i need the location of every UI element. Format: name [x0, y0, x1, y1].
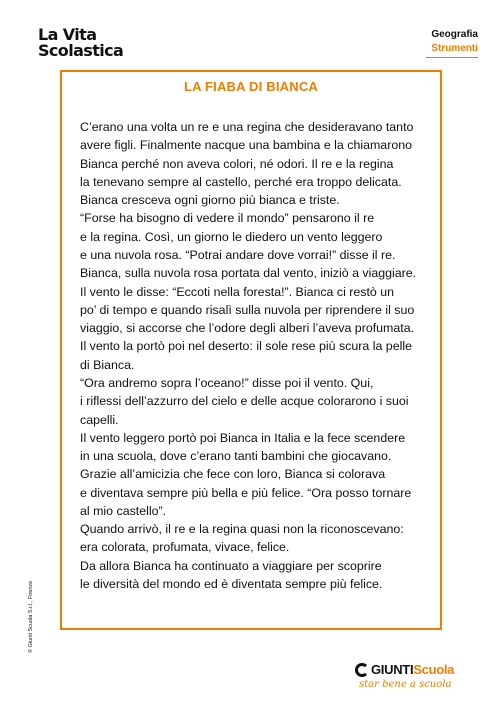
story-title: LA FIABA DI BIANCA: [183, 79, 319, 94]
category-block: [431, 28, 478, 56]
story-line: C’erano una volta un re e una regina che desideravano tanto: [80, 120, 414, 134]
story-line: avere figli. Finalmente nacque una bambina e la chiamarono: [80, 138, 412, 153]
story-line: era colorata, profumata, vivace, felice.: [80, 540, 290, 555]
story-line: in una scuola, dove c’erano tanti bambini che giocavano.: [80, 449, 392, 464]
story-line: “Forse ha bisogno di vedere il mondo” pensarono il re: [80, 211, 375, 226]
brand-tagline: star bene a scuola: [359, 679, 452, 690]
copyright-notice: © Giunti Scuola S.r.l., Firenze: [28, 580, 34, 653]
story-line: Bianca perché non aveva colori, né odori. Il re e la regina: [80, 156, 394, 171]
magazine-logo: [38, 27, 123, 59]
story-line: e la regina. Così, un giorno le diedero un vento leggero: [80, 229, 383, 244]
story-line: e diventava sempre più bella e più felice. “Ora posso tornare: [80, 485, 412, 500]
category-divider: [426, 57, 478, 58]
logo-line-2: Scolastica: [38, 41, 124, 60]
brand-name-part2: Scuola: [413, 662, 455, 677]
brand-name-part1: GIUNTI: [371, 662, 414, 677]
story-line: le diversità del mondo ed è diventata sempre più felice.: [80, 577, 383, 592]
story-line: po’ di tempo e quando risalì sulla nuvola per riprendere il suo: [80, 302, 415, 317]
story-line: Bianca, sulla nuvola rosa portata dal vento, iniziò a viaggiare.: [80, 266, 417, 281]
story-line: al mio castello”.: [80, 503, 167, 518]
giunti-g-icon: [355, 663, 369, 677]
story-line: Grazie all’amicizia che fece con loro, Bianca si colorava: [80, 467, 386, 482]
story-line: i riflessi dell’azzurro del cielo e delle acque colorarono i suoi: [80, 394, 409, 409]
logo-line-1: La Vita: [38, 25, 97, 44]
subject-label: Geografia: [431, 29, 478, 40]
story-text: [80, 118, 440, 593]
story-line: e una nuvola rosa. “Potrai andare dove vorrai!” disse il re.: [80, 247, 396, 262]
story-line: Il vento la portò poi nel deserto: il sole rese più scura la pelle: [80, 339, 412, 354]
story-line: Quando arrivò, il re e la regina quasi non la riconoscevano:: [80, 522, 404, 537]
story-line: Da allora Bianca ha continuato a viaggiare per scoprire: [80, 558, 382, 573]
story-line: di Bianca.: [80, 357, 135, 372]
story-line: Il vento leggero portò poi Bianca in Italia e la fece scendere: [80, 430, 406, 445]
story-line: Bianca cresceva ogni giorno più bianca e triste.: [80, 193, 340, 208]
story-line: Il vento le disse: “Eccoti nella foresta!”. Bianca ci restò un: [80, 284, 395, 299]
story-line: viaggio, si accorse che l’odore degli alberi l’aveva profumata.: [80, 321, 415, 336]
story-line: “Ora andremo sopra l’oceano!” disse poi il vento. Qui,: [80, 375, 374, 390]
story-line: la tenevano sempre al castello, perché era troppo delicata.: [80, 174, 402, 189]
section-label: Strumenti: [431, 43, 478, 54]
story-line: capelli.: [80, 412, 119, 427]
publisher-logo: [355, 662, 454, 690]
